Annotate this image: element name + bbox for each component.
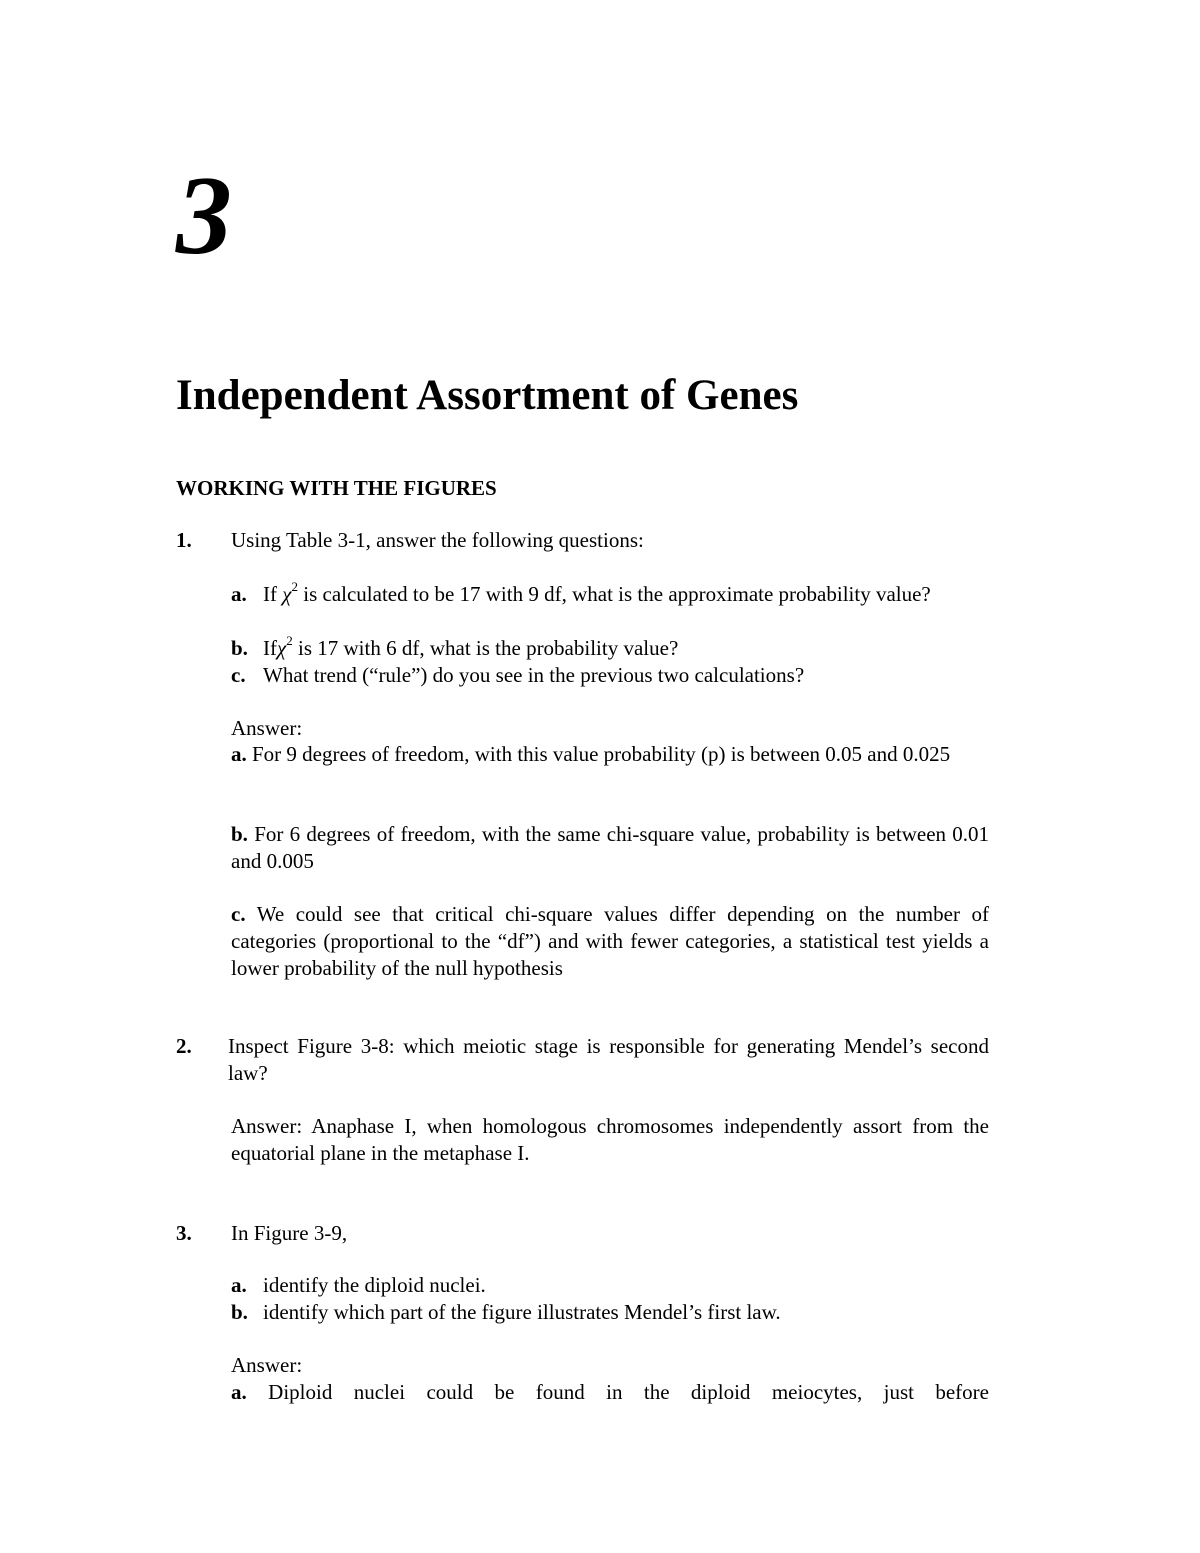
chi-exponent: 2 (286, 633, 293, 648)
question-1-answer-b (231, 821, 989, 875)
question-1-number: 1. (176, 528, 192, 552)
question-1-answer-label: Answer: (231, 716, 303, 740)
question-3-answer-a (231, 1379, 989, 1406)
question-1-sub-b-label: b. (231, 636, 248, 660)
answer-b-label: b. (231, 822, 248, 846)
answer-c-text: We could see that critical chi-square values differ depending on the number of categories (proportional to the “df”) and with fewer categories, a statistical test yields a lower probability of the null hypothesis (231, 902, 989, 980)
section-heading: WORKING WITH THE FIGURES (176, 476, 497, 500)
question-2-answer: Answer: Anaphase I, when homologous chromosomes independently assort from the equatorial plane in the metaphase I. (231, 1114, 989, 1165)
question-3-sub-a (231, 1272, 989, 1299)
chapter-number: 3 (176, 154, 232, 278)
question-1-sub-c-label: c. (231, 663, 246, 687)
question-1-sub-a-post: is calculated to be 17 with 9 df, what is the approximate probability value? (303, 582, 931, 606)
answer-b-text: For 6 degrees of freedom, with the same chi-square value, probability is between 0.01 and 0.005 (231, 822, 990, 873)
question-3-sub-b-text: identify which part of the figure illustrates Mendel’s first law. (263, 1300, 781, 1324)
chapter-title: Independent Assortment of Genes (176, 372, 799, 419)
question-3-sub-b-label: b. (231, 1300, 248, 1324)
q3-answer-a-text: Diploid nuclei could be found in the diploid meiocytes, just before (268, 1380, 989, 1404)
question-3-sub-a-text: identify the diploid nuclei. (263, 1273, 486, 1297)
question-1-sub-b-pre: If (263, 636, 277, 660)
question-3-sub-a-label: a. (231, 1273, 247, 1297)
chi-exponent: 2 (291, 579, 298, 594)
question-1-sub-c-text: What trend (“rule”) do you see in the previous two calculations? (263, 663, 805, 687)
question-3-sub-b (231, 1299, 989, 1326)
question-1-sub-a (231, 579, 989, 608)
chi-symbol: χ (277, 636, 287, 660)
question-1-sub-a-label: a. (231, 582, 247, 606)
question-3-text: In Figure 3-9, (231, 1221, 348, 1245)
question-1-answer-c (231, 901, 989, 982)
question-2-number: 2. (176, 1034, 192, 1058)
answer-a-label: a. (231, 742, 247, 766)
chi-symbol: χ (282, 582, 292, 606)
answer-c-label: c. (231, 902, 246, 926)
question-1-sub-a-pre: If (263, 582, 277, 606)
question-1-answer-a (231, 741, 989, 768)
question-1-sub-b (231, 633, 989, 662)
question-3-number: 3. (176, 1221, 192, 1245)
q3-answer-a-label: a. (231, 1380, 247, 1404)
answer-a-text: For 9 degrees of freedom, with this value probability (p) is between 0.05 and 0.025 (252, 742, 951, 766)
question-1-sub-b-post: is 17 with 6 df, what is the probability value? (298, 636, 679, 660)
question-1-text: Using Table 3-1, answer the following questions: (231, 528, 644, 552)
question-1-sub-c (231, 662, 989, 689)
question-2-text: Inspect Figure 3-8: which meiotic stage is responsible for generating Mendel’s second law? (228, 1034, 989, 1085)
question-3-answer-label: Answer: (231, 1353, 303, 1377)
